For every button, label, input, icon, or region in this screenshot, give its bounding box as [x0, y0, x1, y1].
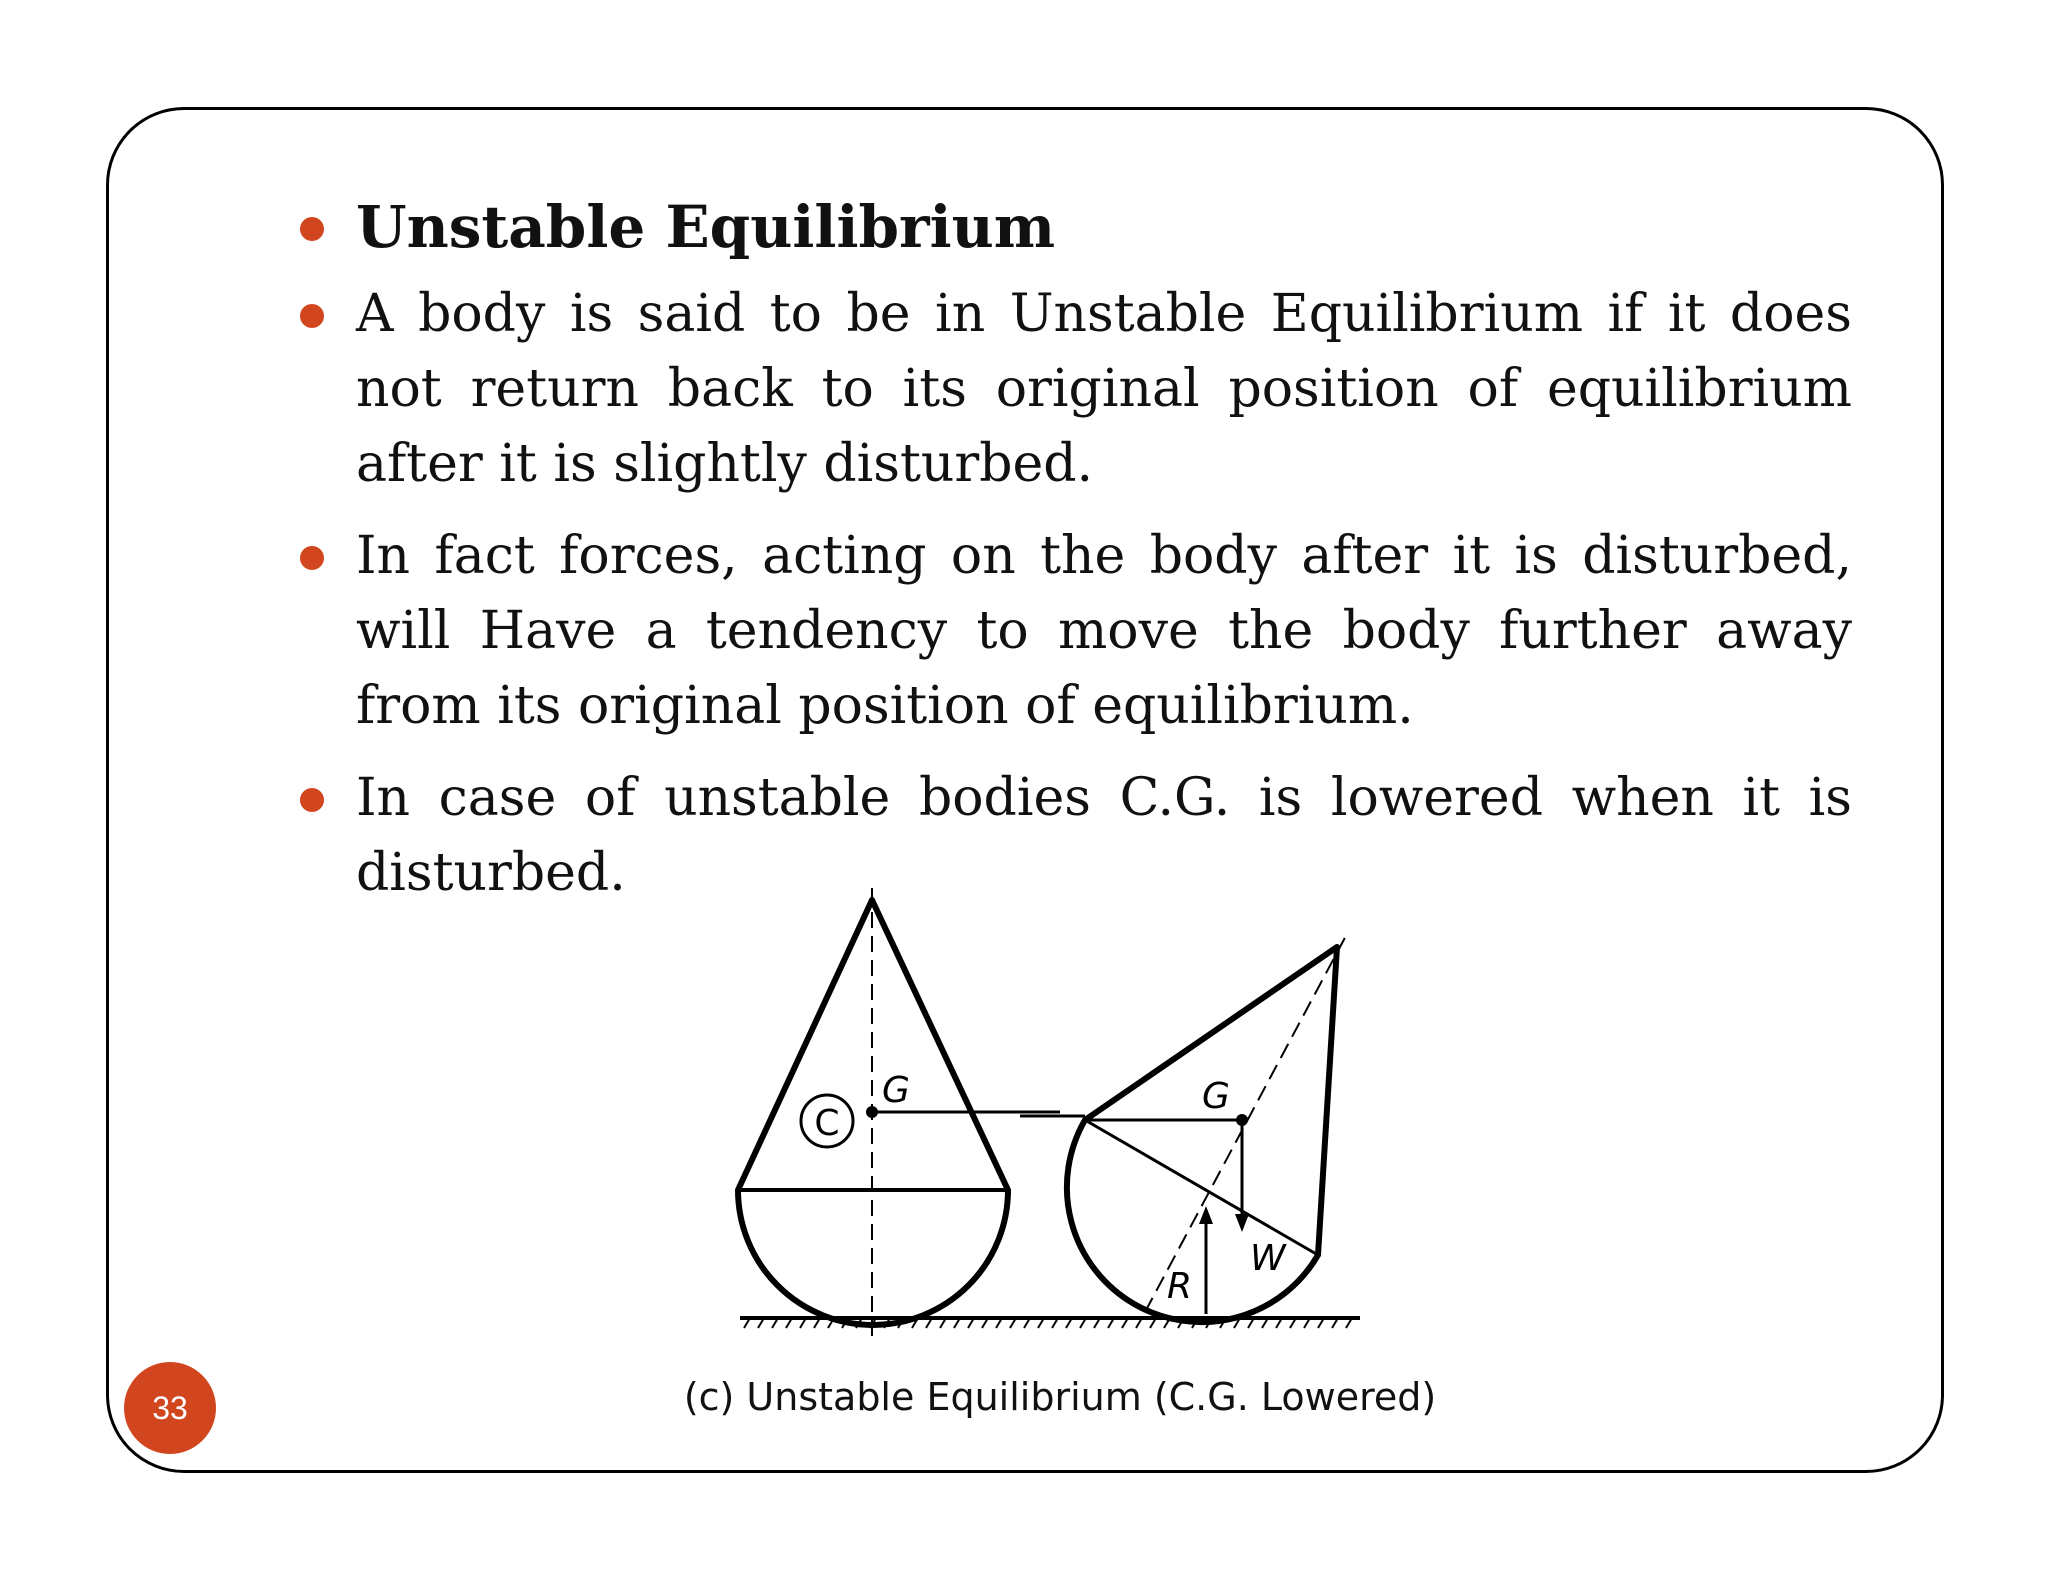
page-number-text: 33 — [152, 1389, 188, 1426]
bullet-text: In case of unstable bodies C.G. is lowered when it is disturbed. — [356, 768, 1852, 903]
weight-arrow-head-icon — [1235, 1214, 1249, 1232]
r-label: R — [1167, 1266, 1193, 1307]
bullet-item — [300, 277, 1852, 502]
c-mark-label: C — [814, 1103, 840, 1144]
g-label-left: G — [882, 1070, 910, 1111]
bullet-text: In fact forces, acting on the body after it is disturbed, will Have a tendency to move the body further away from its original position of equilibrium. — [356, 526, 1852, 736]
cg-dot-left — [866, 1106, 878, 1118]
bullet-list — [300, 190, 1852, 928]
w-label: W — [1250, 1238, 1286, 1279]
bullet-item — [300, 519, 1852, 744]
unstable-equilibrium-figure — [720, 880, 1360, 1340]
bullet-dot-icon — [300, 546, 324, 570]
bullet-dot-icon — [300, 304, 324, 328]
reaction-arrow-head-icon — [1199, 1206, 1213, 1224]
bullet-heading — [300, 190, 1852, 265]
tilted-cone-body — [1067, 947, 1337, 1322]
figure-caption: (c) Unstable Equilibrium (C.G. Lowered) — [683, 1375, 1437, 1419]
bullet-dot-icon — [300, 217, 324, 241]
bullet-text: A body is said to be in Unstable Equilibrium if it does not return back to its original position of equilibrium after it is slightly disturbed. — [356, 284, 1852, 494]
g-label-right: G — [1202, 1076, 1230, 1117]
page-number-badge — [124, 1362, 216, 1454]
slide-heading: Unstable Equilibrium — [356, 193, 1056, 261]
bullet-dot-icon — [300, 788, 324, 812]
